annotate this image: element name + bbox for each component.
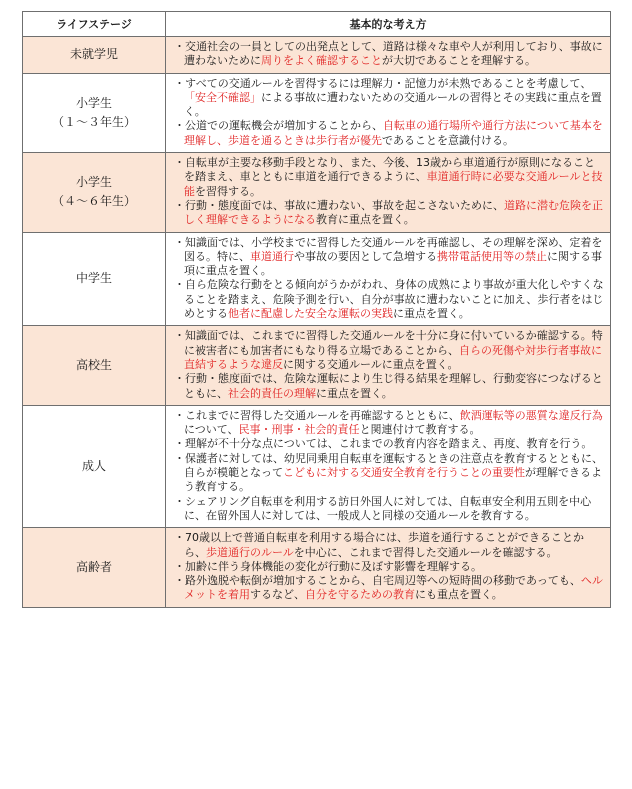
body-text: に重点を置く。 bbox=[316, 386, 393, 400]
approach-bullet bbox=[174, 199, 604, 228]
approach-bullet bbox=[174, 329, 604, 372]
life-stage-label: 小学生 bbox=[75, 95, 112, 110]
body-text: 70歳以上で普通自転車を利用する場合には、歩道を通行することができることから、 bbox=[184, 531, 584, 559]
body-text: や事故の要因として急増する bbox=[294, 249, 437, 263]
life-stage-label: 成人 bbox=[81, 459, 106, 474]
approach-bullet bbox=[174, 531, 604, 560]
highlighted-text: 他者に配慮した安全な運転の実践 bbox=[228, 307, 393, 321]
body-text: 行動・態度面では、事故に遭わない、事故を起こさないために、 bbox=[185, 198, 504, 212]
body-text: にも重点を置く。 bbox=[415, 588, 503, 602]
table-row bbox=[23, 153, 611, 232]
body-text: が理解できるよう教育する。 bbox=[184, 466, 602, 494]
approach-bullet bbox=[174, 437, 604, 451]
body-text: すべての交通ルールを習得するには理解力・記憶力が未熟であることを考慮して、 bbox=[185, 76, 592, 90]
highlighted-text: 「安全不確認」 bbox=[184, 90, 261, 104]
highlighted-text: 歩道通行のルール bbox=[206, 545, 294, 559]
life-stage-label: 未就学児 bbox=[69, 47, 118, 62]
life-stage-table bbox=[22, 11, 611, 608]
approach-cell bbox=[166, 528, 611, 607]
body-text: 知識面では、これまでに習得した交通ルールを十分に身に付いているか確認する。特に被害者にも加害者にもなり得る立場であることから、 bbox=[184, 329, 603, 357]
approach-bullet bbox=[174, 495, 604, 524]
body-text: 教育に重点を置く。 bbox=[316, 213, 415, 227]
approach-bullet bbox=[174, 409, 604, 438]
body-text: について、 bbox=[184, 423, 239, 437]
highlighted-text: 自らの死傷や対歩行者事故に直結するような違反 bbox=[184, 343, 602, 371]
approach-cell bbox=[166, 326, 611, 405]
body-text: に重点を置く。 bbox=[393, 307, 470, 321]
table-row bbox=[23, 405, 611, 527]
body-text: 交通社会の一員としての出発点として、道路は様々な車や人が利用しており、事故に遭わないために bbox=[184, 40, 603, 68]
highlighted-text: 自分を守るための教育 bbox=[305, 588, 415, 602]
body-text: これまでに習得した交通ルールを再確認するとともに、 bbox=[185, 408, 460, 422]
body-text: を習得する。 bbox=[195, 184, 261, 198]
table-row bbox=[23, 37, 611, 74]
approach-bullet bbox=[174, 278, 604, 321]
highlighted-text: 社会的責任の理解 bbox=[228, 386, 316, 400]
life-stage-label: （１～３年生） bbox=[51, 114, 136, 129]
body-text: であることを意識付ける。 bbox=[382, 133, 514, 147]
approach-cell bbox=[166, 73, 611, 152]
life-stage-cell bbox=[23, 326, 166, 405]
body-text: が大切であることを理解する。 bbox=[382, 54, 536, 68]
highlighted-text: 車道通行 bbox=[250, 249, 294, 263]
header-basic-approach: 基本的な考え方 bbox=[166, 12, 611, 37]
highlighted-text: こどもに対する交通安全教育を行うことの重要性 bbox=[283, 466, 525, 480]
table-row bbox=[23, 73, 611, 152]
approach-bullet bbox=[174, 574, 604, 603]
life-stage-cell bbox=[23, 37, 166, 74]
body-text: と関連付けて教育する。 bbox=[359, 423, 481, 437]
body-text: シェアリング自転車を利用する訪日外国人に対しては、自転車安全利用五則を中心に、在留外国人に対しては、一般成人と同様の交通ルールを教育する。 bbox=[184, 494, 592, 522]
life-stage-label: 中学生 bbox=[75, 271, 112, 286]
body-text: 自転車が主要な移動手段となり、また、今後、13歳から車道通行が原則になることを踏まえ、車とともに車道を通行できるように、 bbox=[184, 156, 595, 184]
body-text: に関する事項に重点を置く。 bbox=[184, 249, 602, 278]
approach-bullet bbox=[174, 560, 604, 574]
body-text: 自ら危険な行動をとる傾向がうかがわれ、身体の成熟により事故が重大化しやすくなることを踏まえ、危険予測を行い、自分が事故に遭わないことに加え、歩行者をはじめとする bbox=[184, 278, 604, 321]
life-stage-cell bbox=[23, 73, 166, 152]
highlighted-text: 周りをよく確認すること bbox=[261, 54, 382, 68]
highlighted-text: ヘルメットを着用 bbox=[184, 574, 603, 602]
approach-cell bbox=[166, 37, 611, 74]
life-stage-label: （４～６年生） bbox=[51, 194, 136, 209]
life-stage-cell bbox=[23, 232, 166, 326]
table-row bbox=[23, 232, 611, 326]
body-text: 行動・態度面では、危険な運転により生じ得る結果を理解し、行動変容につなげるとともに、 bbox=[184, 372, 603, 400]
highlighted-text: 携帯電話使用等の禁止 bbox=[437, 249, 547, 263]
life-stage-label: 高校生 bbox=[75, 358, 112, 373]
approach-bullet bbox=[174, 452, 604, 495]
body-text: 知識面では、小学校までに習得した交通ルールを再確認し、その理解を深め、定着を図る。特に、 bbox=[184, 235, 603, 263]
table-body bbox=[23, 37, 611, 608]
approach-bullet bbox=[174, 156, 604, 199]
header-row bbox=[23, 12, 611, 37]
highlighted-text: 道路に潜む危険を正しく理解できるようになる bbox=[184, 198, 603, 227]
approach-bullet bbox=[174, 236, 604, 279]
approach-bullet bbox=[174, 77, 604, 120]
life-stage-cell bbox=[23, 153, 166, 232]
body-text: 加齢に伴う身体機能の変化が行動に及ぼす影響を理解する。 bbox=[185, 559, 482, 573]
approach-cell bbox=[166, 405, 611, 527]
approach-bullet bbox=[174, 40, 604, 69]
approach-cell bbox=[166, 153, 611, 232]
body-text: を中心に、これまで習得した交通ルールを確認する。 bbox=[293, 545, 558, 559]
life-stage-label: 高齢者 bbox=[75, 559, 112, 574]
life-stage-cell bbox=[23, 405, 166, 527]
highlighted-text: 飲酒運転等の悪質な違反行為 bbox=[459, 408, 603, 422]
table-row bbox=[23, 326, 611, 405]
life-stage-label: 小学生 bbox=[75, 175, 112, 190]
life-stage-cell bbox=[23, 528, 166, 607]
table-row bbox=[23, 528, 611, 607]
header-life-stage: ライフステージ bbox=[23, 12, 166, 37]
body-text: 公道での運転機会が増加することから、 bbox=[185, 119, 383, 133]
approach-cell bbox=[166, 232, 611, 326]
body-text: 路外逸脱や転倒が増加することから、自宅周辺等への短時間の移動であっても、 bbox=[185, 574, 581, 588]
highlighted-text: 自転車の通行場所や通行方法について基本を理解し、歩道を通るときは歩行者が優先 bbox=[184, 119, 603, 147]
body-text: 保護者に対しては、幼児同乗用自転車を運転するときの注意点を教育するとともに、自らが模範となって bbox=[184, 451, 603, 480]
approach-bullet bbox=[174, 372, 604, 401]
body-text: による事故に遭わないための交通ルールの習得とその実践に重点を置く。 bbox=[184, 90, 602, 119]
body-text: するなど、 bbox=[250, 588, 305, 602]
highlighted-text: 民事・刑事・社会的責任 bbox=[238, 423, 360, 437]
highlighted-text: 車道通行時に必要な交通ルールと技能 bbox=[184, 170, 603, 198]
body-text: 理解が不十分な点については、これまでの教育内容を踏まえ、再度、教育を行う。 bbox=[185, 437, 593, 451]
body-text: に関する交通ルールに重点を置く。 bbox=[283, 357, 459, 371]
approach-bullet bbox=[174, 119, 604, 148]
